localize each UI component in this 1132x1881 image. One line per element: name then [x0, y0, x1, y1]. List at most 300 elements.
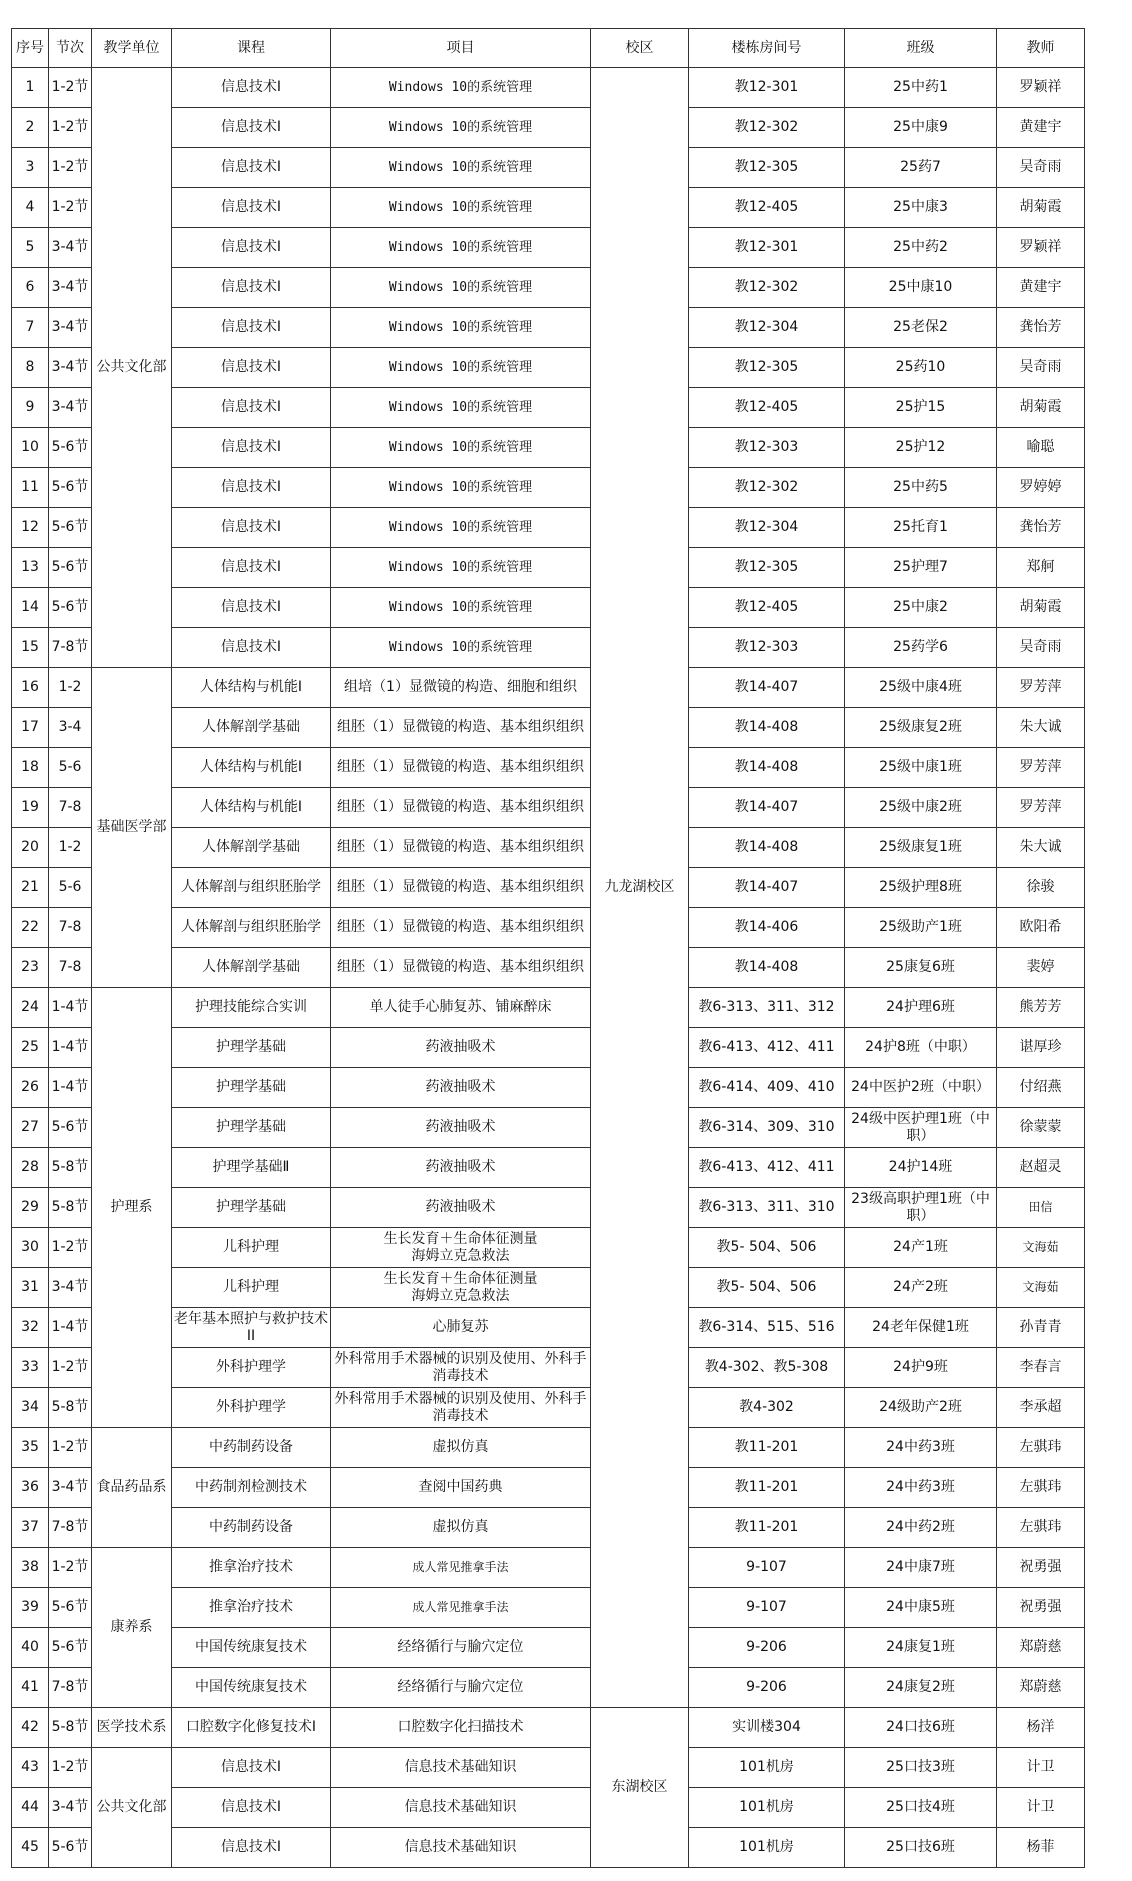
- row-project: 心肺复苏: [331, 1308, 591, 1348]
- row-number: 37: [12, 1508, 49, 1548]
- row-period: 5-8节: [49, 1708, 92, 1748]
- row-period: 1-4节: [49, 1028, 92, 1068]
- row-period: 5-6节: [49, 548, 92, 588]
- row-project: Windows 10的系统管理: [331, 108, 591, 148]
- row-teacher: 祝勇强: [997, 1548, 1085, 1588]
- header-period: 节次: [49, 29, 92, 68]
- campus: 东湖校区: [591, 1708, 689, 1868]
- table-row: [12, 748, 1085, 788]
- row-teacher: 吴奇雨: [997, 348, 1085, 388]
- row-period: 5-6: [49, 748, 92, 788]
- row-teacher: 赵超灵: [997, 1148, 1085, 1188]
- row-period: 1-2节: [49, 1748, 92, 1788]
- row-class: 24康复2班: [845, 1668, 997, 1708]
- row-project: 药液抽吸术: [331, 1148, 591, 1188]
- row-course: 人体解剖学基础: [172, 948, 331, 988]
- table-row: [12, 188, 1085, 228]
- row-class: 24中康5班: [845, 1588, 997, 1628]
- row-room: 教12-304: [689, 308, 845, 348]
- row-number: 11: [12, 468, 49, 508]
- row-teacher: 孙青青: [997, 1308, 1085, 1348]
- row-period: 3-4节: [49, 388, 92, 428]
- row-room: 教14-406: [689, 908, 845, 948]
- row-period: 7-8节: [49, 628, 92, 668]
- row-class: 25级康复1班: [845, 828, 997, 868]
- row-class: 24护9班: [845, 1348, 997, 1388]
- table-row: [12, 1388, 1085, 1428]
- row-room: 101机房: [689, 1748, 845, 1788]
- row-teacher: 胡菊霞: [997, 388, 1085, 428]
- row-project: Windows 10的系统管理: [331, 628, 591, 668]
- row-room: 101机房: [689, 1828, 845, 1868]
- row-room: 9-206: [689, 1668, 845, 1708]
- row-room: 教6-414、409、410: [689, 1068, 845, 1108]
- row-number: 7: [12, 308, 49, 348]
- row-number: 28: [12, 1148, 49, 1188]
- row-class: 25托育1: [845, 508, 997, 548]
- header-teacher: 教师: [997, 29, 1085, 68]
- row-course: 信息技术Ⅰ: [172, 1748, 331, 1788]
- row-teacher: 吴奇雨: [997, 148, 1085, 188]
- table-row: [12, 1468, 1085, 1508]
- header-course: 课程: [172, 29, 331, 68]
- row-teacher: 郑蔚慈: [997, 1628, 1085, 1668]
- row-class: 24中药3班: [845, 1468, 997, 1508]
- row-project: 药液抽吸术: [331, 1108, 591, 1148]
- row-number: 4: [12, 188, 49, 228]
- schedule-document: [11, 28, 1085, 1868]
- row-project: 单人徒手心肺复苏、铺麻醉床: [331, 988, 591, 1028]
- row-room: 教12-301: [689, 68, 845, 108]
- table-row: [12, 1588, 1085, 1628]
- row-teacher: 文海茹: [997, 1268, 1085, 1308]
- row-period: 5-6节: [49, 468, 92, 508]
- row-class: 25中药2: [845, 228, 997, 268]
- row-teacher: 李春言: [997, 1348, 1085, 1388]
- row-number: 24: [12, 988, 49, 1028]
- row-period: 1-4节: [49, 1308, 92, 1348]
- row-room: 教12-405: [689, 388, 845, 428]
- row-number: 41: [12, 1668, 49, 1708]
- row-number: 12: [12, 508, 49, 548]
- row-project: Windows 10的系统管理: [331, 188, 591, 228]
- row-project: 查阅中国药典: [331, 1468, 591, 1508]
- header-row: [12, 29, 1085, 68]
- row-class: 25中康3: [845, 188, 997, 228]
- header-room: 楼栋房间号: [689, 29, 845, 68]
- row-class: 24产1班: [845, 1228, 997, 1268]
- table-row: [12, 1188, 1085, 1228]
- row-number: 6: [12, 268, 49, 308]
- row-period: 5-8节: [49, 1388, 92, 1428]
- header-unit: 教学单位: [92, 29, 172, 68]
- row-project: Windows 10的系统管理: [331, 428, 591, 468]
- table-row: [12, 668, 1085, 708]
- row-room: 教4-302、教5-308: [689, 1348, 845, 1388]
- row-course: 护理学基础: [172, 1108, 331, 1148]
- row-class: 24口技6班: [845, 1708, 997, 1748]
- row-teacher: 徐蒙蒙: [997, 1108, 1085, 1148]
- row-period: 7-8节: [49, 1668, 92, 1708]
- row-period: 5-6节: [49, 1828, 92, 1868]
- row-number: 31: [12, 1268, 49, 1308]
- row-number: 39: [12, 1588, 49, 1628]
- row-number: 17: [12, 708, 49, 748]
- row-class: 25护理7: [845, 548, 997, 588]
- table-row: [12, 1828, 1085, 1868]
- row-course: 信息技术Ⅰ: [172, 188, 331, 228]
- row-room: 101机房: [689, 1788, 845, 1828]
- row-class: 25口技6班: [845, 1828, 997, 1868]
- row-teacher: 田信: [997, 1188, 1085, 1228]
- row-period: 3-4: [49, 708, 92, 748]
- row-period: 5-6节: [49, 428, 92, 468]
- row-class: 24护14班: [845, 1148, 997, 1188]
- row-course: 中国传统康复技术: [172, 1628, 331, 1668]
- row-number: 26: [12, 1068, 49, 1108]
- row-number: 43: [12, 1748, 49, 1788]
- row-number: 13: [12, 548, 49, 588]
- row-room: 教6-314、515、516: [689, 1308, 845, 1348]
- table-row: [12, 548, 1085, 588]
- row-room: 教14-408: [689, 748, 845, 788]
- row-course: 口腔数字化修复技术I: [172, 1708, 331, 1748]
- row-room: 教12-301: [689, 228, 845, 268]
- table-row: [12, 1708, 1085, 1748]
- row-course: 老年基本照护与救护技术II: [172, 1308, 331, 1348]
- row-class: 25中药1: [845, 68, 997, 108]
- row-number: 2: [12, 108, 49, 148]
- row-course: 外科护理学: [172, 1388, 331, 1428]
- row-course: 护理学基础: [172, 1028, 331, 1068]
- row-period: 1-2节: [49, 1428, 92, 1468]
- row-project: Windows 10的系统管理: [331, 508, 591, 548]
- row-teacher: 计卫: [997, 1788, 1085, 1828]
- row-class: 25级中康1班: [845, 748, 997, 788]
- row-teacher: 吴奇雨: [997, 628, 1085, 668]
- row-course: 信息技术Ⅰ: [172, 228, 331, 268]
- teaching-unit: 护理系: [92, 988, 172, 1428]
- row-teacher: 杨菲: [997, 1828, 1085, 1868]
- row-course: 人体解剖学基础: [172, 828, 331, 868]
- row-course: 信息技术Ⅰ: [172, 508, 331, 548]
- row-course: 人体解剖与组织胚胎学: [172, 908, 331, 948]
- row-project: 药液抽吸术: [331, 1028, 591, 1068]
- table-row: [12, 348, 1085, 388]
- row-teacher: 罗芳萍: [997, 748, 1085, 788]
- row-project: 信息技术基础知识: [331, 1828, 591, 1868]
- row-period: 5-6: [49, 868, 92, 908]
- row-course: 推拿治疗技术: [172, 1588, 331, 1628]
- row-teacher: 郑舸: [997, 548, 1085, 588]
- row-number: 3: [12, 148, 49, 188]
- row-period: 5-6节: [49, 1588, 92, 1628]
- row-room: 教14-407: [689, 788, 845, 828]
- row-class: 25级康复2班: [845, 708, 997, 748]
- teaching-unit: 食品药品系: [92, 1428, 172, 1548]
- teaching-unit: 基础医学部: [92, 668, 172, 988]
- row-number: 42: [12, 1708, 49, 1748]
- header-campus: 校区: [591, 29, 689, 68]
- row-number: 35: [12, 1428, 49, 1468]
- row-course: 儿科护理: [172, 1228, 331, 1268]
- row-project: 药液抽吸术: [331, 1068, 591, 1108]
- row-room: 教4-302: [689, 1388, 845, 1428]
- row-class: 25口技3班: [845, 1748, 997, 1788]
- table-row: [12, 1068, 1085, 1108]
- row-course: 信息技术Ⅰ: [172, 308, 331, 348]
- row-course: 护理学基础: [172, 1068, 331, 1108]
- row-period: 1-2节: [49, 68, 92, 108]
- row-room: 教12-303: [689, 428, 845, 468]
- table-row: [12, 1308, 1085, 1348]
- row-class: 25康复6班: [845, 948, 997, 988]
- table-row: [12, 1548, 1085, 1588]
- row-period: 3-4节: [49, 1788, 92, 1828]
- row-project: Windows 10的系统管理: [331, 268, 591, 308]
- row-period: 1-2节: [49, 108, 92, 148]
- header-project: 项目: [331, 29, 591, 68]
- table-row: [12, 308, 1085, 348]
- row-project: 组胚（1）显微镜的构造、基本组织组织: [331, 748, 591, 788]
- row-course: 信息技术Ⅰ: [172, 68, 331, 108]
- row-number: 8: [12, 348, 49, 388]
- row-course: 信息技术Ⅰ: [172, 468, 331, 508]
- row-number: 38: [12, 1548, 49, 1588]
- row-period: 3-4节: [49, 308, 92, 348]
- row-project: 组胚（1）显微镜的构造、基本组织组织: [331, 828, 591, 868]
- row-project: 组胚（1）显微镜的构造、基本组织组织: [331, 788, 591, 828]
- row-course: 护理学基础Ⅱ: [172, 1148, 331, 1188]
- row-course: 信息技术Ⅰ: [172, 148, 331, 188]
- row-project: 虚拟仿真: [331, 1508, 591, 1548]
- row-project: 外科常用手术器械的识别及使用、外科手消毒技术: [331, 1348, 591, 1388]
- table-row: [12, 908, 1085, 948]
- row-class: 24护8班（中职）: [845, 1028, 997, 1068]
- table-row: [12, 1508, 1085, 1548]
- row-room: 9-107: [689, 1548, 845, 1588]
- row-period: 1-2节: [49, 1228, 92, 1268]
- row-project: 生长发育＋生命体征测量 海姆立克急救法: [331, 1268, 591, 1308]
- table-row: [12, 1268, 1085, 1308]
- table-row: [12, 1348, 1085, 1388]
- table-row: [12, 468, 1085, 508]
- row-room: 教14-408: [689, 828, 845, 868]
- row-room: 实训楼304: [689, 1708, 845, 1748]
- row-class: 25护12: [845, 428, 997, 468]
- row-teacher: 左骐玮: [997, 1428, 1085, 1468]
- row-period: 1-4节: [49, 1068, 92, 1108]
- row-project: 信息技术基础知识: [331, 1788, 591, 1828]
- row-course: 人体结构与机能Ⅰ: [172, 788, 331, 828]
- row-class: 24中药2班: [845, 1508, 997, 1548]
- row-course: 儿科护理: [172, 1268, 331, 1308]
- row-teacher: 朱大诚: [997, 708, 1085, 748]
- row-number: 40: [12, 1628, 49, 1668]
- row-project: 组胚（1）显微镜的构造、基本组织组织: [331, 948, 591, 988]
- table-row: [12, 1788, 1085, 1828]
- row-class: 25级中康4班: [845, 668, 997, 708]
- row-project: 组培（1）显微镜的构造、细胞和组织: [331, 668, 591, 708]
- header-class: 班级: [845, 29, 997, 68]
- row-number: 18: [12, 748, 49, 788]
- row-teacher: 罗芳萍: [997, 668, 1085, 708]
- row-room: 教12-405: [689, 588, 845, 628]
- row-room: 教12-302: [689, 268, 845, 308]
- row-room: 教5- 504、506: [689, 1228, 845, 1268]
- row-course: 人体解剖学基础: [172, 708, 331, 748]
- row-course: 推拿治疗技术: [172, 1548, 331, 1588]
- row-number: 19: [12, 788, 49, 828]
- row-room: 教12-302: [689, 108, 845, 148]
- table-row: [12, 1108, 1085, 1148]
- row-period: 7-8: [49, 788, 92, 828]
- row-project: Windows 10的系统管理: [331, 588, 591, 628]
- row-number: 15: [12, 628, 49, 668]
- row-class: 25级护理8班: [845, 868, 997, 908]
- row-teacher: 罗颖祥: [997, 228, 1085, 268]
- table-row: [12, 508, 1085, 548]
- row-period: 1-4节: [49, 988, 92, 1028]
- row-class: 25药10: [845, 348, 997, 388]
- row-number: 29: [12, 1188, 49, 1228]
- row-project: Windows 10的系统管理: [331, 548, 591, 588]
- row-class: 23级高职护理1班（中职）: [845, 1188, 997, 1228]
- table-row: [12, 148, 1085, 188]
- row-period: 5-8节: [49, 1148, 92, 1188]
- row-room: 教6-313、311、310: [689, 1188, 845, 1228]
- row-project: 经络循行与腧穴定位: [331, 1628, 591, 1668]
- row-course: 人体解剖与组织胚胎学: [172, 868, 331, 908]
- table-row: [12, 948, 1085, 988]
- row-teacher: 文海茹: [997, 1228, 1085, 1268]
- row-class: 24中药3班: [845, 1428, 997, 1468]
- table-row: [12, 428, 1085, 468]
- row-teacher: 付绍燕: [997, 1068, 1085, 1108]
- row-project: 药液抽吸术: [331, 1188, 591, 1228]
- row-room: 教12-303: [689, 628, 845, 668]
- row-course: 信息技术Ⅰ: [172, 548, 331, 588]
- row-teacher: 欧阳希: [997, 908, 1085, 948]
- row-class: 25药7: [845, 148, 997, 188]
- row-teacher: 熊芳芳: [997, 988, 1085, 1028]
- row-teacher: 郑蔚慈: [997, 1668, 1085, 1708]
- row-room: 教12-302: [689, 468, 845, 508]
- row-teacher: 谌厚珍: [997, 1028, 1085, 1068]
- row-period: 5-6节: [49, 1108, 92, 1148]
- row-project: 经络循行与腧穴定位: [331, 1668, 591, 1708]
- row-project: 口腔数字化扫描技术: [331, 1708, 591, 1748]
- row-number: 32: [12, 1308, 49, 1348]
- row-course: 中药制药设备: [172, 1428, 331, 1468]
- row-number: 30: [12, 1228, 49, 1268]
- row-project: 成人常见推拿手法: [331, 1548, 591, 1588]
- row-room: 教11-201: [689, 1468, 845, 1508]
- row-class: 24中康7班: [845, 1548, 997, 1588]
- row-period: 5-6节: [49, 1628, 92, 1668]
- row-course: 信息技术Ⅰ: [172, 588, 331, 628]
- row-number: 36: [12, 1468, 49, 1508]
- row-room: 教14-408: [689, 948, 845, 988]
- row-class: 25中康2: [845, 588, 997, 628]
- row-project: Windows 10的系统管理: [331, 468, 591, 508]
- row-project: 组胚（1）显微镜的构造、基本组织组织: [331, 868, 591, 908]
- row-teacher: 徐骏: [997, 868, 1085, 908]
- row-teacher: 罗婷婷: [997, 468, 1085, 508]
- row-course: 信息技术Ⅰ: [172, 108, 331, 148]
- row-teacher: 胡菊霞: [997, 188, 1085, 228]
- row-teacher: 祝勇强: [997, 1588, 1085, 1628]
- row-room: 教12-405: [689, 188, 845, 228]
- table-row: [12, 1148, 1085, 1188]
- row-course: 中国传统康复技术: [172, 1668, 331, 1708]
- row-teacher: 朱大诚: [997, 828, 1085, 868]
- table-row: [12, 708, 1085, 748]
- row-class: 25老保2: [845, 308, 997, 348]
- row-class: 24康复1班: [845, 1628, 997, 1668]
- row-number: 22: [12, 908, 49, 948]
- row-course: 信息技术Ⅰ: [172, 1788, 331, 1828]
- row-number: 16: [12, 668, 49, 708]
- row-room: 教5- 504、506: [689, 1268, 845, 1308]
- row-course: 信息技术Ⅰ: [172, 388, 331, 428]
- row-course: 人体结构与机能Ⅰ: [172, 668, 331, 708]
- row-project: 组胚（1）显微镜的构造、基本组织组织: [331, 708, 591, 748]
- row-period: 5-8节: [49, 1188, 92, 1228]
- row-project: 信息技术基础知识: [331, 1748, 591, 1788]
- table-row: [12, 1748, 1085, 1788]
- row-room: 教12-305: [689, 148, 845, 188]
- row-number: 23: [12, 948, 49, 988]
- row-class: 24产2班: [845, 1268, 997, 1308]
- row-period: 5-6节: [49, 508, 92, 548]
- table-row: [12, 108, 1085, 148]
- table-row: [12, 1428, 1085, 1468]
- row-teacher: 黄建宇: [997, 108, 1085, 148]
- row-project: 虚拟仿真: [331, 1428, 591, 1468]
- row-teacher: 左骐玮: [997, 1468, 1085, 1508]
- row-period: 3-4节: [49, 1468, 92, 1508]
- row-course: 信息技术Ⅰ: [172, 628, 331, 668]
- table-row: [12, 268, 1085, 308]
- row-period: 1-2节: [49, 148, 92, 188]
- row-period: 3-4节: [49, 1268, 92, 1308]
- row-period: 3-4节: [49, 348, 92, 388]
- row-number: 1: [12, 68, 49, 108]
- row-project: Windows 10的系统管理: [331, 68, 591, 108]
- schedule-table: [11, 28, 1085, 1868]
- row-teacher: 杨洋: [997, 1708, 1085, 1748]
- table-row: [12, 1228, 1085, 1268]
- row-room: 教14-407: [689, 668, 845, 708]
- campus: 九龙湖校区: [591, 68, 689, 1708]
- row-teacher: 龚怡芳: [997, 508, 1085, 548]
- row-teacher: 左骐玮: [997, 1508, 1085, 1548]
- row-course: 信息技术Ⅰ: [172, 268, 331, 308]
- row-period: 1-2: [49, 668, 92, 708]
- table-row: [12, 1028, 1085, 1068]
- row-course: 人体结构与机能Ⅰ: [172, 748, 331, 788]
- table-row: [12, 68, 1085, 108]
- row-room: 教12-305: [689, 348, 845, 388]
- row-class: 25中药5: [845, 468, 997, 508]
- row-course: 中药制剂检测技术: [172, 1468, 331, 1508]
- row-room: 教14-407: [689, 868, 845, 908]
- row-class: 25中康10: [845, 268, 997, 308]
- row-number: 5: [12, 228, 49, 268]
- row-room: 教6-314、309、310: [689, 1108, 845, 1148]
- row-project: Windows 10的系统管理: [331, 348, 591, 388]
